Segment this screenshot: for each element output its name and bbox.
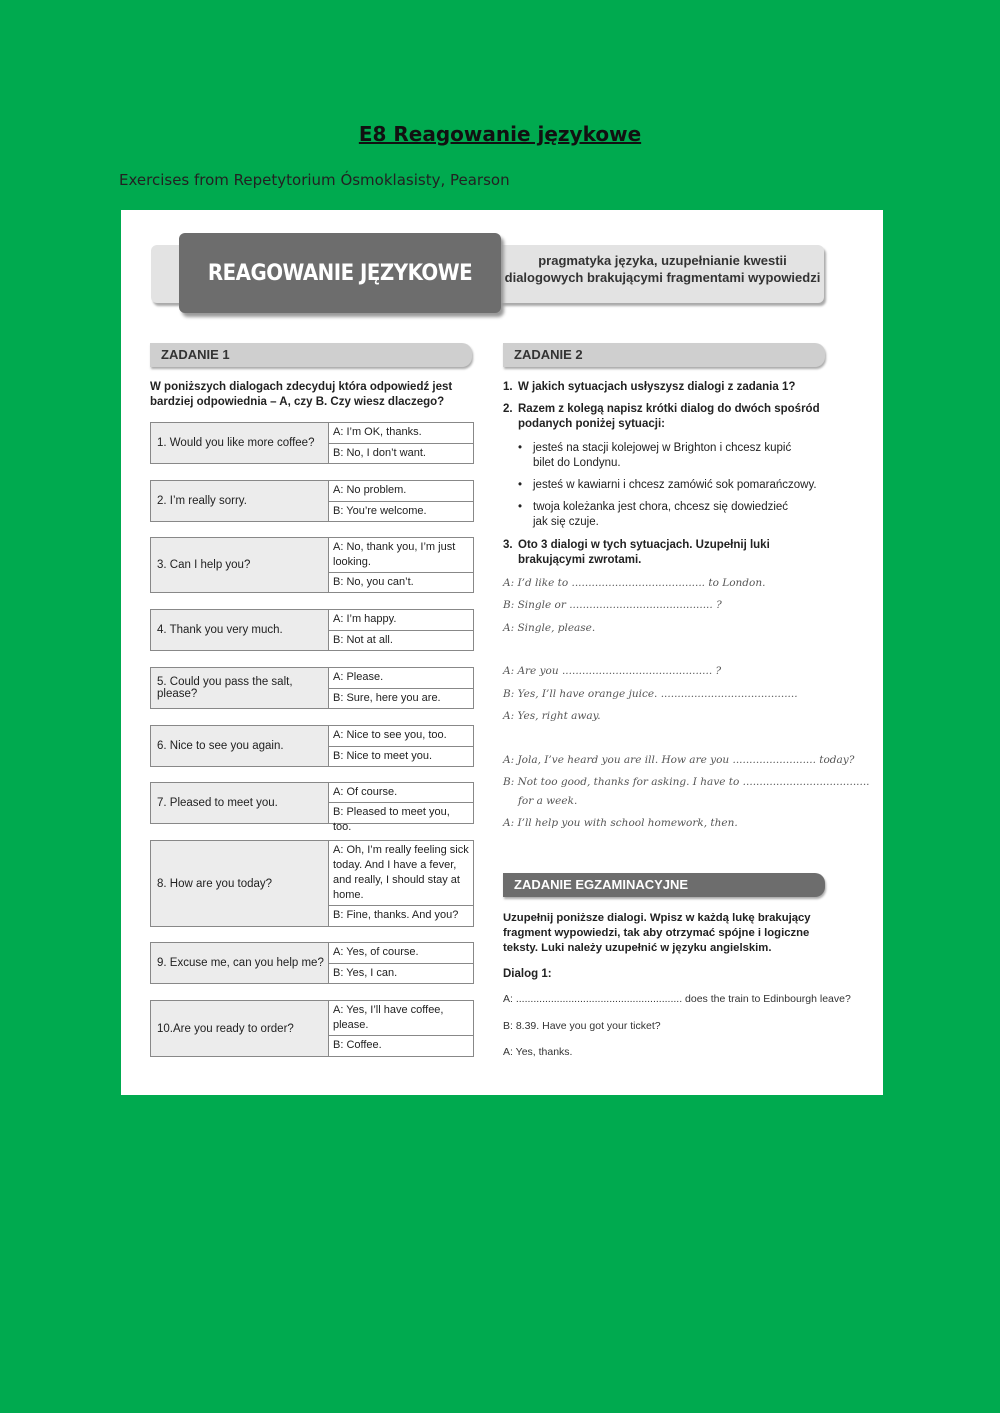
dialog-line: A: Are you ............................................. ?: [503, 665, 722, 677]
dialog-line: B: Single or ........................................... ?: [503, 599, 722, 611]
task2-label: ZADANIE 2: [503, 343, 825, 367]
task1-label: ZADANIE 1: [150, 343, 472, 367]
answer-option-a: A: I’m OK, thanks.: [329, 423, 473, 444]
exam-dialog-line: A: Yes, thanks.: [503, 1046, 573, 1058]
dialogue-prompt: 5. Could you pass the salt, please?: [151, 668, 329, 708]
dialog-line: B: Yes, I’ll have orange juice. .........................................: [503, 688, 798, 700]
answer-option-a: A: Please.: [329, 668, 473, 689]
header-banner-title: REAGOWANIE JĘZYKOWE: [179, 233, 501, 313]
page-title: E8 Reagowanie językowe: [358, 122, 642, 146]
page-subtitle: Exercises from Repetytorium Ósmoklasisty, Pearson: [119, 171, 510, 189]
task2-question-1: 1. W jakich sytuacjach usłyszysz dialogi z zadania 1?: [503, 381, 796, 393]
dialogue-row: [150, 537, 474, 593]
task2-question-2: 2. Razem z kolegą napisz krótki dialog do dwóch spośród podanych poniżej sytuacji:: [503, 403, 820, 430]
dialogue-row: [150, 725, 474, 767]
answer-option-a: A: Oh, I’m really feeling sick today. And I have a fever, and really, I should stay at home.: [329, 841, 473, 906]
dialog-line: A: Single, please.: [503, 622, 596, 634]
dialogue-row: [150, 942, 474, 984]
worksheet-scan: [121, 210, 883, 1095]
dialogue-prompt: 2. I’m really sorry.: [151, 481, 329, 521]
dialogue-prompt: 1. Would you like more coffee?: [151, 423, 329, 463]
dialogue-prompt: 10.Are you ready to order?: [151, 1001, 329, 1056]
header-banner-subtitle: pragmatyka języka, uzupełnianie kwestii dialogowych brakującymi fragmentami wypowiedzi: [504, 253, 821, 285]
dialog-line: A: Yes, right away.: [503, 710, 601, 722]
dialogue-row: [150, 1000, 474, 1057]
dialog-line: for a week.: [518, 795, 578, 807]
answer-option-b: B: Yes, I can.: [333, 966, 398, 979]
answer-option-b: B: No, I don’t want.: [333, 446, 426, 459]
exam-dialog-label: Dialog 1:: [503, 968, 552, 980]
task2-question-3: 3. Oto 3 dialogi w tych sytuacjach. Uzupełnij luki brakującymi zwrotami.: [503, 539, 770, 566]
answer-option-b: B: Fine, thanks. And you?: [333, 909, 459, 921]
exam-task-label: ZADANIE EGZAMINACYJNE: [503, 873, 825, 897]
answer-option-b: B: You’re welcome.: [333, 504, 427, 517]
answer-option-b: B: No, you can’t.: [333, 576, 414, 588]
exam-instruction: Uzupełnij poniższe dialogi. Wpisz w każdą lukę brakujący fragment wypowiedzi, tak aby otrzymać spójne i logiczne teksty. Luki należy uzupełnić w języku angielskim.: [503, 912, 811, 954]
dialog-line: A: I’d like to ........................................ to London.: [503, 577, 766, 589]
task1-instruction: W poniższych dialogach zdecyduj która odpowiedź jest bardziej odpowiednia – A, czy B. Czy wiesz dlaczego?: [150, 381, 453, 408]
task2-bullet: •: [518, 479, 523, 491]
dialog-line: A: I’ll help you with school homework, then.: [503, 817, 738, 829]
task2-bullet-text: jesteś w kawiarni i chcesz zamówić sok pomarańczowy.: [533, 479, 817, 491]
answer-option-b: B: Coffee.: [333, 1039, 382, 1051]
dialog-line: A: Jola, I’ve heard you are ill. How are you ......................... today?: [503, 754, 855, 766]
dialogue-prompt: 8. How are you today?: [151, 841, 329, 926]
dialogue-prompt: 3. Can I help you?: [151, 538, 329, 592]
answer-option-a: A: I’m happy.: [329, 610, 473, 631]
dialogue-row: [150, 480, 474, 522]
dialogue-prompt: 7. Pleased to meet you.: [151, 783, 329, 823]
answer-option-a: A: No, thank you, I’m just looking.: [329, 538, 473, 573]
dialogue-prompt: 4. Thank you very much.: [151, 610, 329, 650]
answer-option-a: A: No problem.: [329, 481, 473, 502]
answer-option-a: A: Yes, I’ll have coffee, please.: [329, 1001, 473, 1036]
answer-option-a: A: Nice to see you, too.: [329, 726, 473, 747]
task2-bullet: •: [518, 442, 523, 454]
dialogue-row: [150, 422, 474, 464]
dialogue-row: [150, 840, 474, 927]
task2-bullet-text: jesteś na stacji kolejowej w Brighton i chcesz kupić bilet do Londynu.: [533, 442, 792, 469]
answer-option-b: B: Sure, here you are.: [333, 691, 441, 704]
dialog-line: B: Not too good, thanks for asking. I have to ......................................: [503, 776, 870, 788]
answer-option-a: A: Of course.: [329, 783, 473, 803]
dialogue-row: [150, 782, 474, 833]
task2-bullet: •: [518, 501, 523, 513]
dialogue-prompt: 6. Nice to see you again.: [151, 726, 329, 766]
answer-option-a: A: Yes, of course.: [329, 943, 473, 964]
task2-bullet-text: twoja koleżanka jest chora, chcesz się dowiedzieć jak się czuje.: [533, 501, 789, 528]
dialogue-row: [150, 667, 474, 709]
exam-dialog-line: B: 8.39. Have you got your ticket?: [503, 1020, 661, 1032]
dialogue-prompt: 9. Excuse me, can you help me?: [151, 943, 329, 983]
answer-option-b: B: Nice to meet you.: [333, 749, 433, 762]
answer-option-b: B: Not at all.: [333, 633, 393, 646]
dialogue-row: [150, 609, 474, 651]
exam-dialog-line: A: ......................................................... does the train to Edinbourgh leave?: [503, 993, 851, 1005]
answer-option-b: B: Pleased to meet you, too.: [333, 806, 450, 833]
